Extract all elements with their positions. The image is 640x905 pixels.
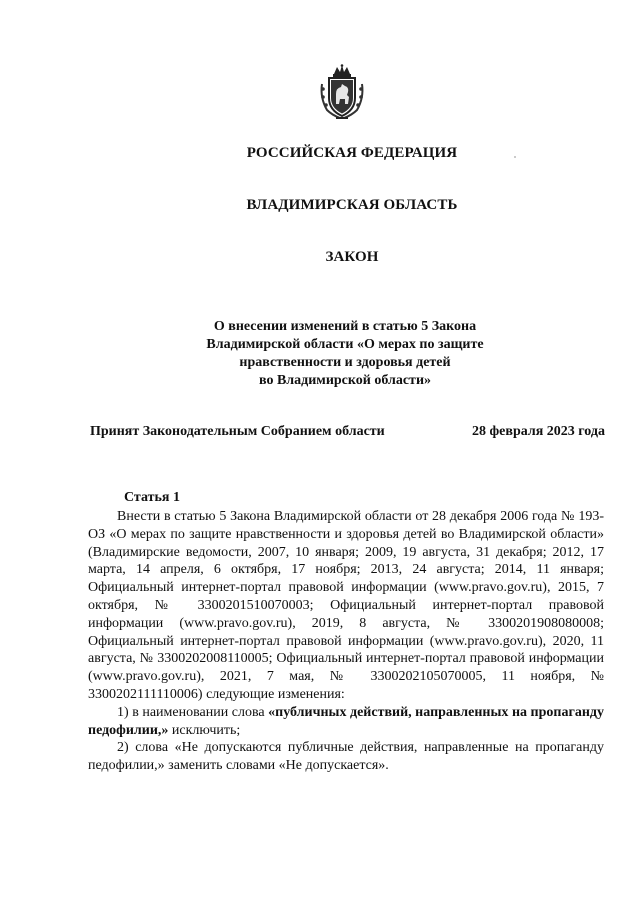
scan-speck xyxy=(514,156,516,158)
amendment-item-1 xyxy=(88,704,604,740)
document-type-heading: ЗАКОН xyxy=(325,249,379,265)
amendment-item-2: 2) слова «Не допускаются публичные действия, направленные на пропаганду педофилии,» заменить словами «Не допускается». xyxy=(88,740,604,774)
amendment-item-1-quoted: «публичных действий, направленных на пропаганду педофилии,» xyxy=(88,704,604,738)
region-heading: ВЛАДИМИРСКАЯ ОБЛАСТЬ xyxy=(246,197,458,213)
coat-of-arms-icon xyxy=(318,64,366,120)
law-title xyxy=(185,318,505,390)
adoption-line xyxy=(90,424,605,440)
law-title-line: О внесении изменений в статью 5 Закона xyxy=(213,319,477,334)
article-body xyxy=(88,508,604,775)
law-title-line: нравственности и здоровья детей xyxy=(239,355,451,370)
adoption-date: 28 февраля 2023 года xyxy=(472,424,605,439)
article-intro-paragraph: Внести в статью 5 Закона Владимирской области от 28 декабря 2006 года № 193-ОЗ «О мерах по защите нравственности и здоровья детей во Владимирской области» (Владимирские ведомости, 2007, 10 января; 2009, 19 августа, 31 декабря; 2012, 17 марта, 14 апреля, 6 октября, 17 ноября; 2013, 24 августа; 2014, 11 января; Официальный интернет-портал правовой информации (www.pravo.gov.ru), 2015, 7 октября, № 3300201510070003; Официальный интернет-портал правовой информации (www.pravo.gov.ru), 2019, 8 августа, № 3300201908080008; Официальный интернет-портал правовой информации (www.pravo.gov.ru), 2020, 11 августа, № 3300202008110005; Официальный интернет-портал правовой информации (www.pravo.gov.ru), 2021, 7 мая, № 3300202105070005, 11 ноября, № 3300202111110006) следующие изменения: xyxy=(88,509,604,702)
article-title: Статья 1 xyxy=(124,490,180,505)
law-title-line: Владимирской области «О мерах по защите xyxy=(206,337,484,352)
country-heading: РОССИЙСКАЯ ФЕДЕРАЦИЯ xyxy=(246,145,458,161)
law-title-line: во Владимирской области» xyxy=(258,373,432,388)
adopting-body: Принят Законодательным Собранием области xyxy=(90,424,385,439)
amendment-item-1-prefix: 1) в наименовании слова xyxy=(117,704,269,720)
amendment-item-1-suffix: исключить; xyxy=(168,722,241,738)
